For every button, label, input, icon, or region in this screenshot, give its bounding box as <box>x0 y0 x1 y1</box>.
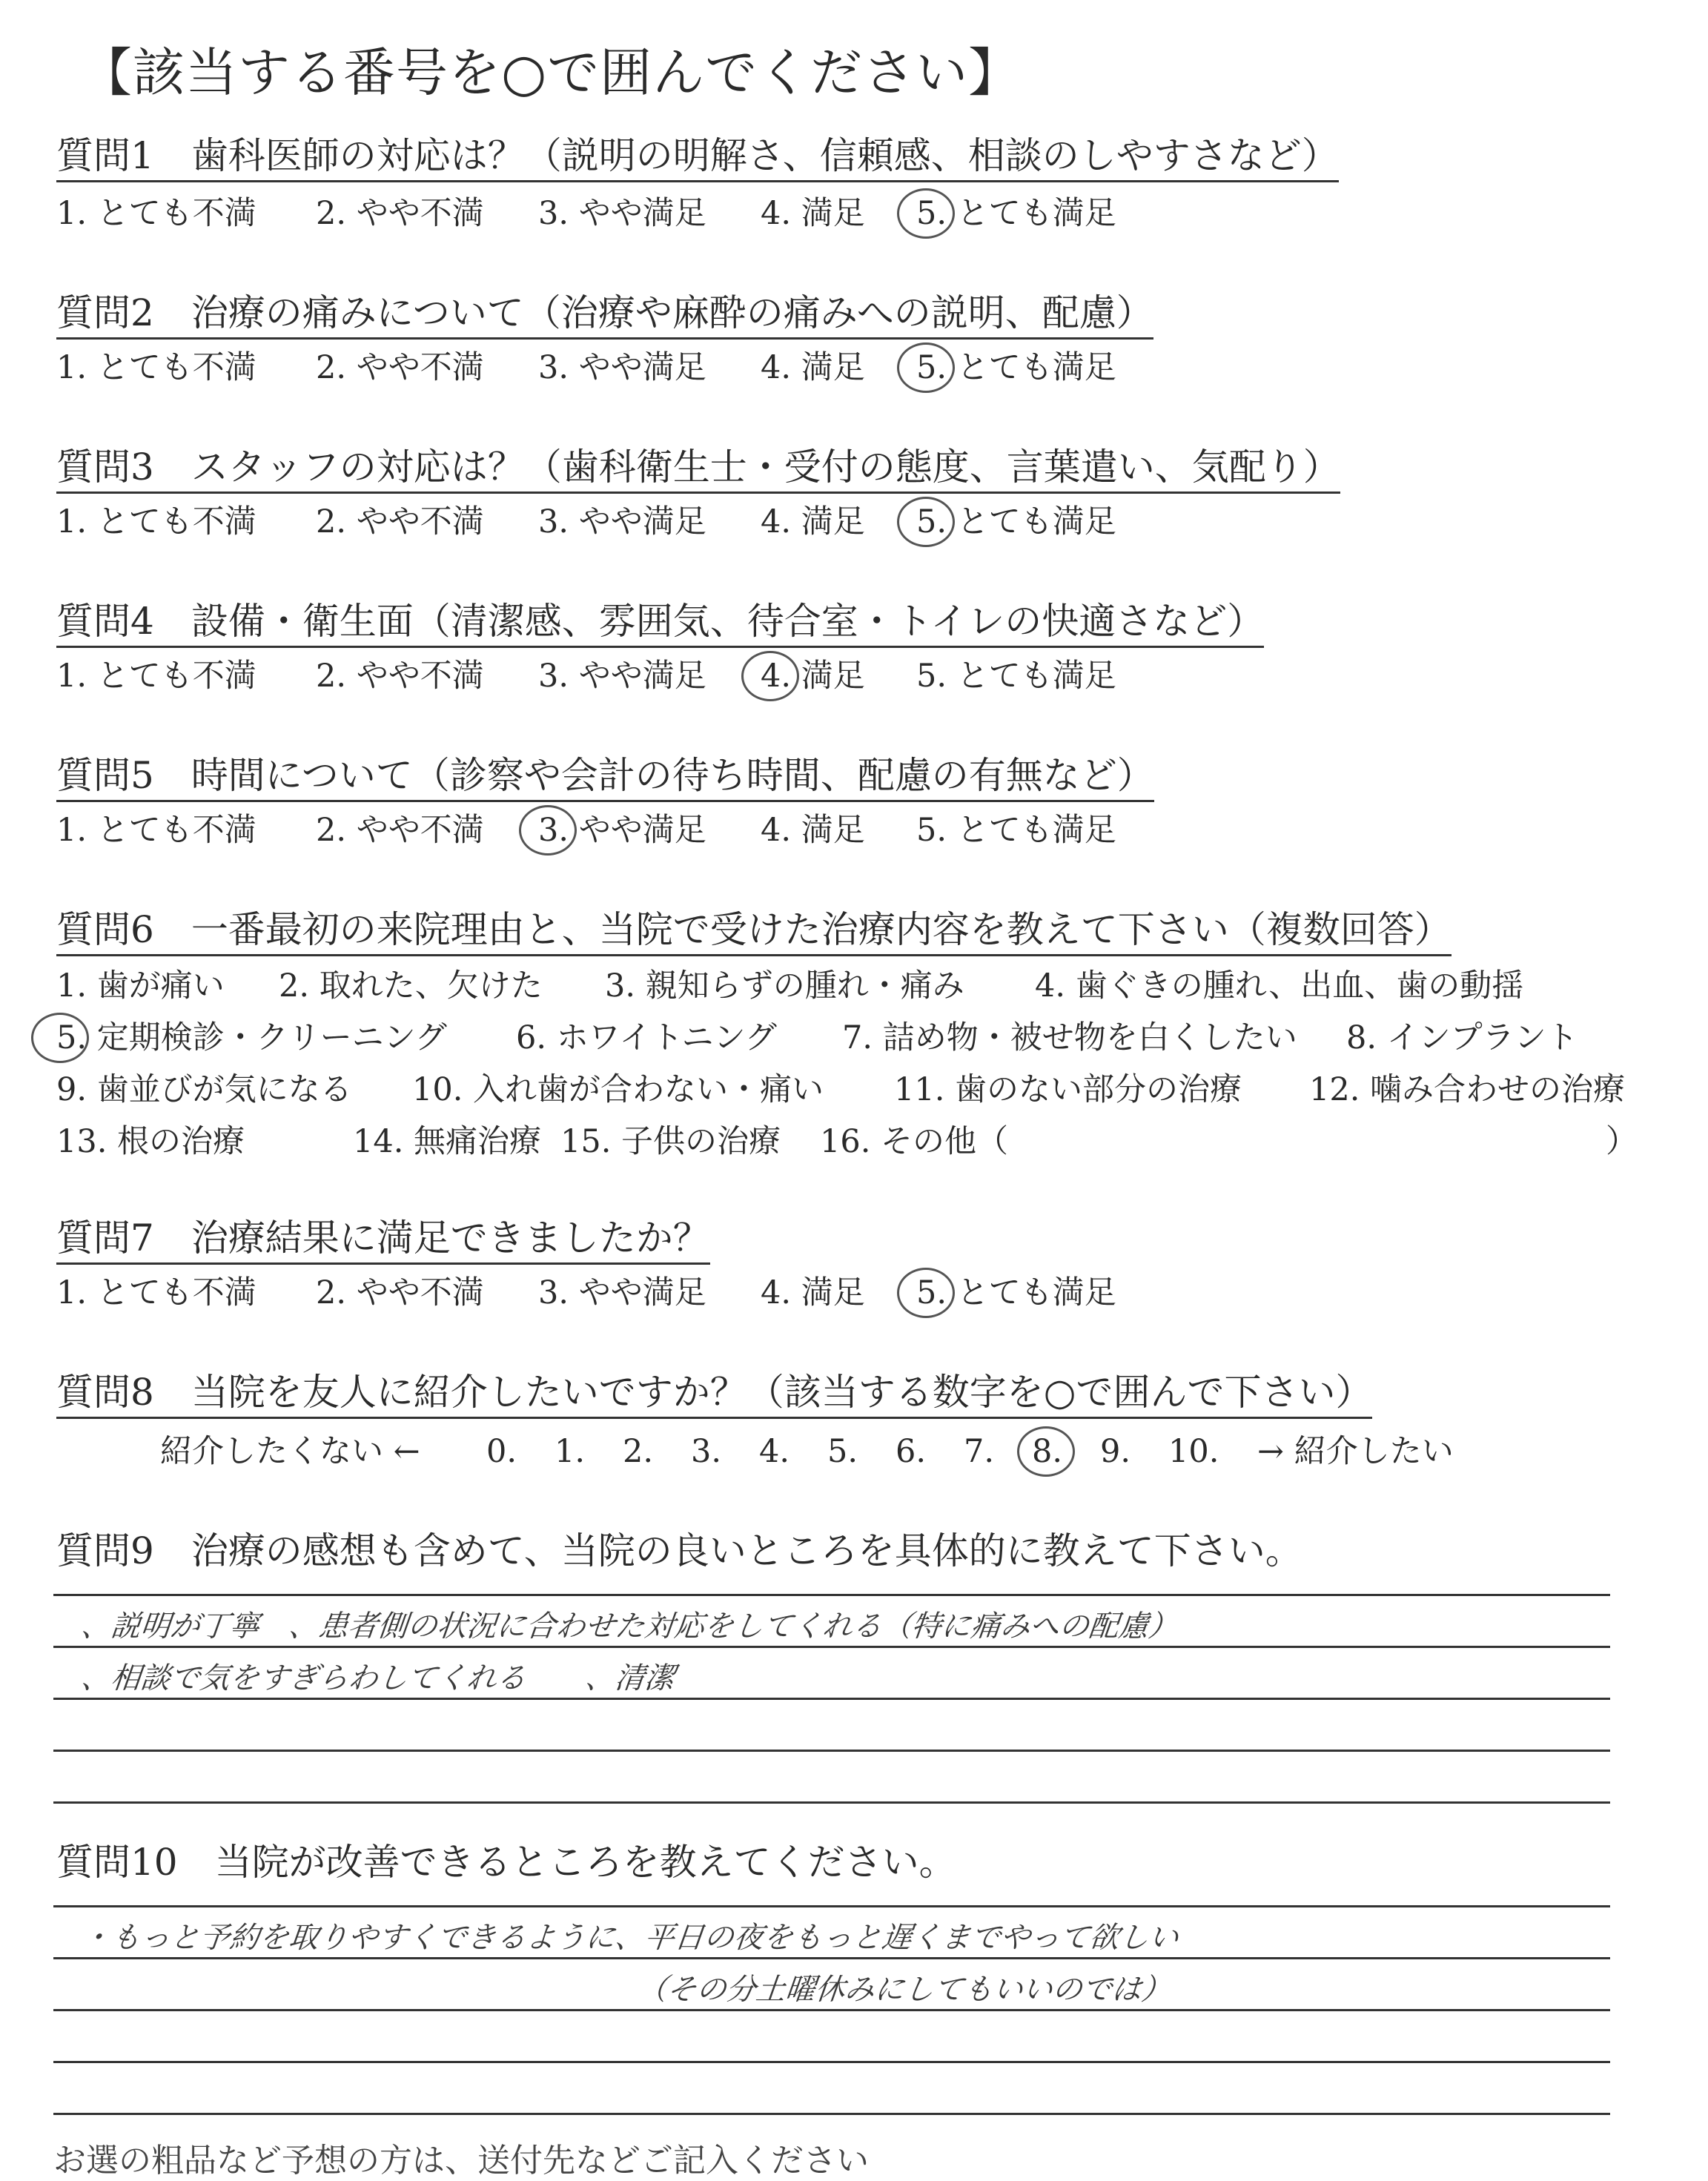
q9-answer-line-1 <box>53 1594 1610 1596</box>
question-8-heading <box>56 1371 1372 1419</box>
question-3-text: スタッフの対応は？（歯科衛生士・受付の態度、言葉遣い、気配り） <box>191 446 1340 489</box>
question-10-text: 当院が改善できるところを教えてください。 <box>214 1841 956 1884</box>
q5-option-1[interactable]: 1. とても不満 <box>56 812 256 849</box>
question-10-label: 質問10 <box>56 1841 178 1884</box>
question-8-label: 質問8 <box>56 1371 154 1414</box>
question-5 <box>56 753 1154 798</box>
q6-option-10[interactable]: 10. 入れ歯が合わない・痛い <box>412 1071 824 1108</box>
q8-score-4[interactable]: 4. <box>759 1433 790 1470</box>
question-9-label: 質問9 <box>56 1529 154 1572</box>
question-10 <box>56 1840 956 1884</box>
q1-option-4[interactable]: 4. 満足 <box>761 195 865 232</box>
q3-option-2[interactable]: 2. やや不満 <box>316 503 484 540</box>
question-6-text: 一番最初の来院理由と、当院で受けた治療内容を教えて下さい（複数回答） <box>191 908 1452 951</box>
q4-option-1[interactable]: 1. とても不満 <box>56 658 256 695</box>
q6-option-15[interactable]: 15. 子供の治療 <box>560 1123 781 1160</box>
q6-option-7[interactable]: 7. 詰め物・被せ物を白くしたい <box>842 1019 1297 1056</box>
q10-handwritten-answer-1: ・もっと予約を取りやすくできるように、平日の夜をもっと遅くまでやって欲しい <box>79 1921 1181 1955</box>
question-6-label: 質問6 <box>56 908 154 951</box>
q1-option-1[interactable]: 1. とても不満 <box>56 195 256 232</box>
q2-option-4[interactable]: 4. 満足 <box>761 349 865 386</box>
q2-option-2[interactable]: 2. やや不満 <box>316 349 484 386</box>
q3-option-3[interactable]: 3. やや満足 <box>538 503 706 540</box>
question-5-heading <box>56 754 1154 802</box>
q9-handwritten-answer-2: 、相談で気をすぎらわしてくれる 、清潔 <box>79 1661 677 1695</box>
q9-answer-line-2 <box>53 1646 1610 1648</box>
q3-option-4[interactable]: 4. 満足 <box>761 503 865 540</box>
question-1-label: 質問1 <box>56 134 154 177</box>
q10-answer-line-5 <box>53 2113 1610 2115</box>
q8-score-3[interactable]: 3. <box>691 1433 722 1470</box>
question-6-heading <box>56 908 1452 956</box>
q8-right-label: → 紹介したい <box>1257 1433 1454 1470</box>
q6-option-9[interactable]: 9. 歯並びが気になる <box>56 1071 352 1108</box>
question-2-heading <box>56 291 1153 340</box>
page-title: 【該当する番号を○で囲んでください】 <box>80 42 1022 103</box>
question-6-options <box>56 967 1650 1189</box>
question-4 <box>56 599 1264 643</box>
q9-answer-line-5 <box>53 1801 1610 1804</box>
q3-option-1[interactable]: 1. とても不満 <box>56 503 256 540</box>
question-4-heading <box>56 600 1264 648</box>
question-2 <box>56 291 1153 335</box>
q6-selection-circle <box>31 1013 89 1063</box>
q7-option-3[interactable]: 3. やや満足 <box>538 1274 706 1311</box>
q3-selection-circle <box>897 497 955 547</box>
q5-option-4[interactable]: 4. 満足 <box>761 812 865 849</box>
q2-option-3[interactable]: 3. やや満足 <box>538 349 706 386</box>
footer-note: お選の粗品など予想の方は、送付先などご記入ください <box>53 2142 869 2180</box>
question-4-label: 質問4 <box>56 600 154 643</box>
q8-score-8[interactable]: 8. <box>1032 1433 1063 1470</box>
q6-option-8[interactable]: 8. インプラント <box>1346 1019 1578 1056</box>
q8-score-9[interactable]: 9. <box>1100 1433 1131 1470</box>
question-7-options <box>56 1274 1613 1318</box>
q5-option-5[interactable]: 5. とても満足 <box>916 812 1116 849</box>
question-5-options <box>56 811 1613 855</box>
q10-handwritten-answer-2: （その分土曜休みにしてもいいのでは） <box>635 1973 1174 2007</box>
q5-option-3[interactable]: 3. やや満足 <box>538 812 706 849</box>
q10-answer-line-3 <box>53 2009 1610 2011</box>
q4-option-4[interactable]: 4. 満足 <box>761 658 865 695</box>
q4-option-2[interactable]: 2. やや不満 <box>316 658 484 695</box>
q9-handwritten-answer-1: 、説明が丁寧 、患者側の状況に合わせた対応をしてくれる（特に痛みへの配慮） <box>79 1609 1180 1644</box>
question-7-label: 質問7 <box>56 1217 154 1260</box>
q8-score-7[interactable]: 7. <box>964 1433 995 1470</box>
q8-selection-circle <box>1017 1426 1075 1477</box>
q1-selection-circle <box>897 188 955 239</box>
q4-selection-circle <box>741 651 799 701</box>
question-3-heading <box>56 446 1340 494</box>
q7-selection-circle <box>897 1268 955 1318</box>
q8-score-0[interactable]: 0. <box>486 1433 517 1470</box>
q8-score-1[interactable]: 1. <box>555 1433 586 1470</box>
question-1-heading <box>56 134 1339 182</box>
question-3 <box>56 445 1340 489</box>
q10-answer-line-2 <box>53 1957 1610 1959</box>
q6-option-14[interactable]: 14. 無痛治療 <box>353 1123 542 1160</box>
q6-other-close-paren: ） <box>1606 1123 1638 1160</box>
q5-selection-circle <box>519 805 577 855</box>
q6-option-5[interactable]: 5. 定期検診・クリーニング <box>56 1019 447 1056</box>
q6-option-13[interactable]: 13. 根の治療 <box>56 1123 245 1160</box>
q8-score-5[interactable]: 5. <box>827 1433 858 1470</box>
question-2-label: 質問2 <box>56 291 154 334</box>
question-4-text: 設備・衛生面（清潔感、雰囲気、待合室・トイレの快適さなど） <box>191 600 1265 643</box>
question-2-options <box>56 348 1613 393</box>
question-9-text: 治療の感想も含めて、当院の良いところを具体的に教えて下さい。 <box>191 1529 1302 1572</box>
q6-option-2[interactable]: 2. 取れた、欠けた <box>279 967 543 1005</box>
question-8-text: 当院を友人に紹介したいですか？（該当する数字を○で囲んで下さい） <box>191 1371 1373 1414</box>
question-7-heading <box>56 1217 710 1265</box>
q1-option-2[interactable]: 2. やや不満 <box>316 195 484 232</box>
q6-option-1[interactable]: 1. 歯が痛い <box>56 967 225 1005</box>
question-7-text: 治療結果に満足できましたか？ <box>191 1217 710 1260</box>
question-8 <box>56 1370 1372 1414</box>
q6-option-12[interactable]: 12. 噛み合わせの治療 <box>1309 1071 1626 1108</box>
q8-score-2[interactable]: 2. <box>623 1433 654 1470</box>
question-1 <box>56 133 1339 178</box>
question-4-options <box>56 657 1613 701</box>
question-2-text: 治療の痛みについて（治療や麻酔の痛みへの説明、配慮） <box>191 291 1153 334</box>
q4-option-5[interactable]: 5. とても満足 <box>916 658 1116 695</box>
question-1-text: 歯科医師の対応は？（説明の明解さ、信頼感、相談のしやすさなど） <box>191 134 1339 177</box>
q9-answer-line-4 <box>53 1750 1610 1752</box>
q9-answer-line-3 <box>53 1698 1610 1700</box>
q7-option-4[interactable]: 4. 満足 <box>761 1274 865 1311</box>
q6-option-6[interactable]: 6. ホワイトニング <box>516 1019 777 1056</box>
question-5-text: 時間について（診察や会計の待ち時間、配慮の有無など） <box>191 754 1154 797</box>
q2-selection-circle <box>897 342 955 393</box>
q6-option-11[interactable]: 11. 歯のない部分の治療 <box>894 1071 1242 1108</box>
q6-option-4[interactable]: 4. 歯ぐきの腫れ、出血、歯の動揺 <box>1035 967 1524 1005</box>
q7-option-5[interactable]: 5. とても満足 <box>916 1274 1116 1311</box>
question-6 <box>56 907 1452 952</box>
question-9 <box>56 1529 1302 1573</box>
q4-option-3[interactable]: 3. やや満足 <box>538 658 706 695</box>
question-3-options <box>56 503 1613 547</box>
q2-option-5[interactable]: 5. とても満足 <box>916 349 1116 386</box>
q1-option-3[interactable]: 3. やや満足 <box>538 195 706 232</box>
q5-option-2[interactable]: 2. やや不満 <box>316 812 484 849</box>
question-3-label: 質問3 <box>56 446 154 489</box>
q6-option-16[interactable]: 16. その他（ <box>820 1123 1009 1160</box>
q7-option-2[interactable]: 2. やや不満 <box>316 1274 484 1311</box>
question-7 <box>56 1216 710 1260</box>
q8-left-label: 紹介したくない ← <box>160 1433 420 1470</box>
q1-option-5[interactable]: 5. とても満足 <box>916 195 1116 232</box>
q8-score-6[interactable]: 6. <box>896 1433 927 1470</box>
question-8-scale <box>56 1432 1613 1477</box>
q10-answer-line-1 <box>53 1905 1610 1907</box>
q6-option-3[interactable]: 3. 親知らずの腫れ・痛み <box>605 967 964 1005</box>
question-5-label: 質問5 <box>56 754 154 797</box>
q2-option-1[interactable]: 1. とても不満 <box>56 349 256 386</box>
question-1-options <box>56 194 1613 239</box>
q7-option-1[interactable]: 1. とても不満 <box>56 1274 256 1311</box>
q8-score-10[interactable]: 10. <box>1168 1433 1219 1470</box>
q10-answer-line-4 <box>53 2061 1610 2063</box>
q3-option-5[interactable]: 5. とても満足 <box>916 503 1116 540</box>
